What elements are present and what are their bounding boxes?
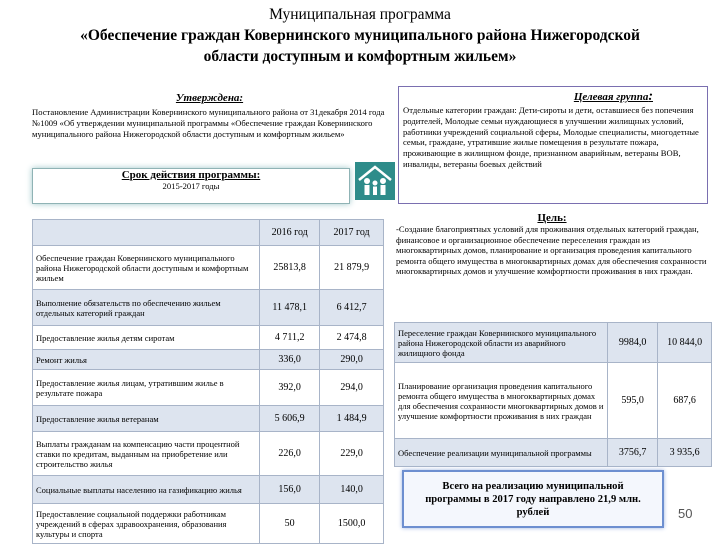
target-group-heading: [403, 89, 703, 105]
row-label: Предоставление социальной поддержки работникам учреждений в сферах здравоохранения, образования культуры и спорта: [33, 504, 260, 544]
row-value-2016: 156,0: [260, 476, 320, 504]
row-value-2016: 4 711,2: [260, 326, 320, 350]
row-value-2016: 50: [260, 504, 320, 544]
table-row: [33, 370, 384, 406]
row-value-2017: 10 844,0: [658, 323, 712, 363]
target-group-heading-text: Целевая группа: [573, 91, 649, 103]
approved-heading: Утверждена:: [175, 92, 244, 104]
row-value-2017: 1 484,9: [320, 406, 384, 432]
term-heading: Срок действия программы:: [121, 169, 261, 181]
row-value-2016: 3756,7: [608, 439, 658, 467]
title-line-1: Муниципальная программа: [269, 6, 451, 23]
row-value-2016: 5 606,9: [260, 406, 320, 432]
total-box: [402, 470, 664, 528]
left-header-2016: 2016 год: [260, 220, 320, 246]
row-label: Предоставление жилья детям сиротам: [33, 326, 260, 350]
family-icon: [355, 162, 395, 200]
row-label: Обеспечение реализации муниципальной программы: [395, 439, 608, 467]
row-value-2016: 9984,0: [608, 323, 658, 363]
page-number: 50: [678, 506, 693, 521]
row-value-2017: 687,6: [658, 363, 712, 439]
row-value-2017: 6 412,7: [320, 290, 384, 326]
right-funding-table: [394, 322, 712, 467]
row-label: Предоставление жилья ветеранам: [33, 406, 260, 432]
term-text: 2015-2017 годы: [162, 181, 220, 191]
row-value-2017: 2 474,8: [320, 326, 384, 350]
row-value-2016: 336,0: [260, 350, 320, 370]
left-header-2017: 2017 год: [320, 220, 384, 246]
table-row: [33, 504, 384, 544]
table-row: [395, 363, 712, 439]
row-value-2016: 595,0: [608, 363, 658, 439]
row-label: Предоставление жилья лицам, утратившим жилье в результате пожара: [33, 370, 260, 406]
title-line-2: «Обеспечение граждан Ковернинского муниципального района Нижегородской: [80, 27, 640, 44]
title-line-3: области доступным и комфортным жильем»: [203, 48, 517, 65]
left-funding-table: [32, 219, 384, 544]
row-label: Ремонт жилья: [33, 350, 260, 370]
table-row: [395, 323, 712, 363]
target-group-text: Отдельные категории граждан: Дети-сироты и дети, оставшиеся без попечения родителей, Молодые семьи нуждающиеся в улучшении жилищных условий, работники учреждений социальной сферы, Молодые специалисты, многодетные семьи, граждане, утратившие жилые помещения в результате пожара, проживающие в жилищном фонде, признанном аварийным, ветераны ВОВ, инвалиды, ветераны боевых действий: [403, 105, 699, 169]
table-row: [33, 350, 384, 370]
term-box: [32, 168, 350, 204]
table-row: [33, 246, 384, 290]
left-header-cell-0: [33, 220, 260, 246]
table-row: [33, 290, 384, 326]
row-label: Выплаты гражданам на компенсацию части процентной ставки по кредитам, выданным на приобретение или строительство жилья: [33, 432, 260, 476]
left-table-header: [33, 220, 384, 246]
row-value-2016: 11 478,1: [260, 290, 320, 326]
target-group-box: [398, 86, 708, 204]
row-value-2016: 226,0: [260, 432, 320, 476]
row-label: Переселение граждан Ковернинского муниципального района Нижегородской области из аварийного жилищного фонда: [395, 323, 608, 363]
target-group-colon: :: [648, 89, 653, 104]
table-row: [395, 439, 712, 467]
page-title: [0, 4, 720, 67]
row-label: Обеспечение граждан Ковернинского муниципального района Нижегородской области доступным и комфортным жильем: [33, 246, 260, 290]
goal-heading: Цель:: [537, 212, 567, 224]
goal-text: -Создание благоприятных условий для проживания отдельных категорий граждан, финансовое и организационное обеспечение переселения граждан из многоквартирных домов, планирование и организация проведения капитального ремонта общего имущества в многоквартирных домах для обеспечения сохранности многоквартирных домов и улучшение комфортности проживания в них граждан.: [396, 224, 707, 277]
row-label: Выполнение обязательств по обеспечению жильем отдельных категорий граждан: [33, 290, 260, 326]
row-value-2017: 294,0: [320, 370, 384, 406]
table-row: [33, 476, 384, 504]
row-value-2017: 3 935,6: [658, 439, 712, 467]
row-value-2017: 140,0: [320, 476, 384, 504]
row-value-2017: 1500,0: [320, 504, 384, 544]
goal-box: [396, 212, 708, 322]
row-value-2016: 392,0: [260, 370, 320, 406]
row-value-2017: 290,0: [320, 350, 384, 370]
approved-text: Постановление Администрации Ковернинского муниципального района от 31декабря 2014 года №1009 «Об утверждении муниципальной программы «Обеспечение граждан Ковернинского муниципального района Нижегородской области доступным и комфортным жильем»: [32, 107, 385, 139]
total-text: Всего на реализацию муниципальной программы в 2017 году направлено 21,9 млн. рублей: [425, 480, 641, 518]
table-row: [33, 326, 384, 350]
approved-box: [32, 92, 387, 160]
row-label: Планирование организация проведения капитального ремонта общего имущества в многоквартирных домах для обеспечения сохранности многоквартирных домов и улучшение комфортности проживания в них граждан: [395, 363, 608, 439]
row-value-2017: 229,0: [320, 432, 384, 476]
row-label: Социальные выплаты населению на газификацию жилья: [33, 476, 260, 504]
row-value-2017: 21 879,9: [320, 246, 384, 290]
table-row: [33, 432, 384, 476]
row-value-2016: 25813,8: [260, 246, 320, 290]
table-row: [33, 406, 384, 432]
